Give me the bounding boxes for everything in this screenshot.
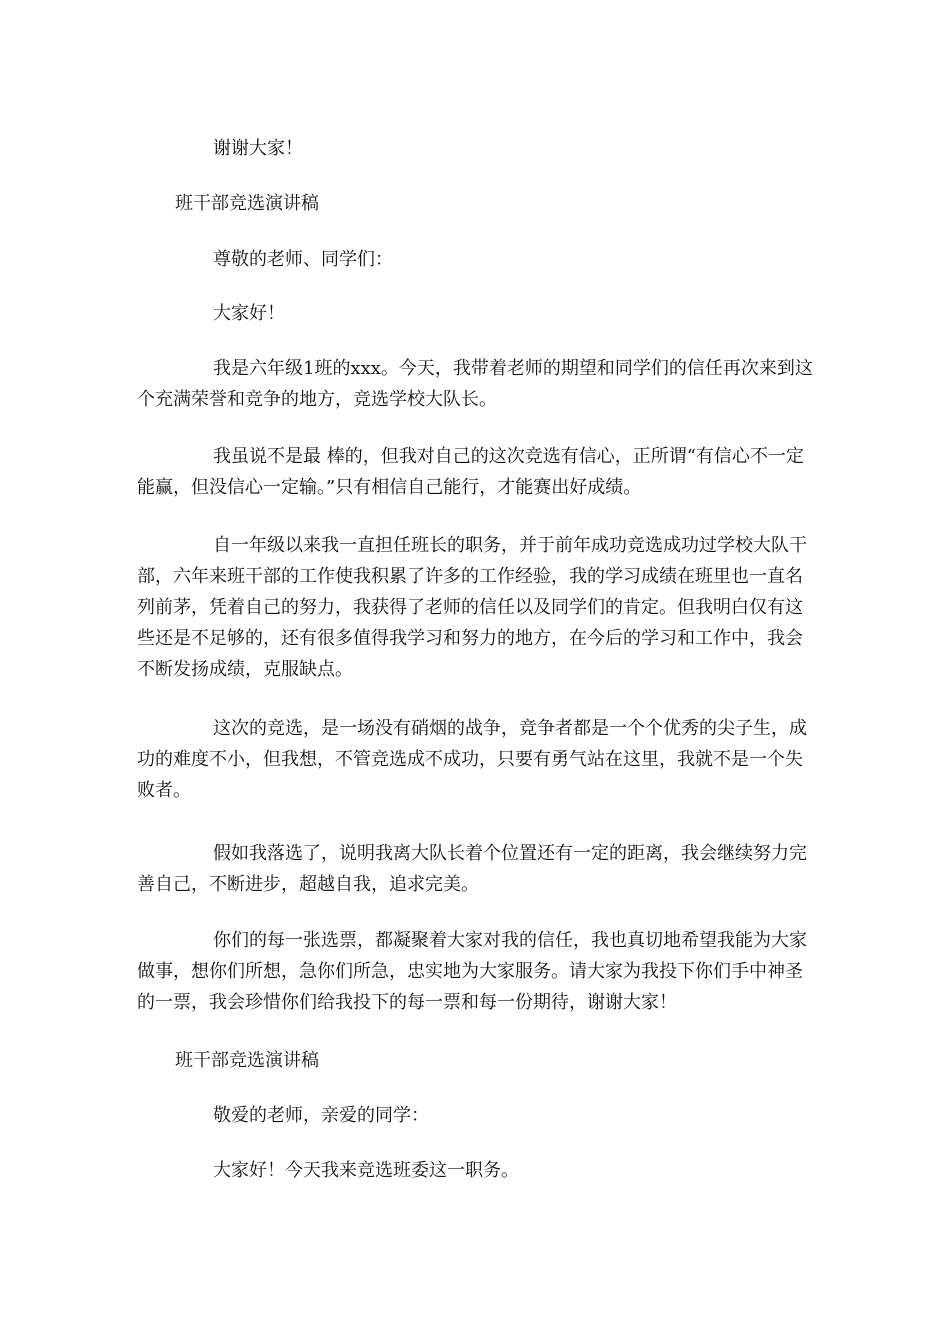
section-title: 班干部竞选演讲稿: [175, 193, 319, 214]
paragraph-vote: 你们的每一张选票，都凝聚着大家对我的信任，我也真切地希望我能为大家做事，想你们所想，急你们所急，忠实地为大家服务。请大家为我投下你们手中神圣的一票，我会珍惜你们给我投下的每一票和每一份期待，谢谢大家！: [137, 930, 807, 1013]
greeting-2: 大家好！今天我来竞选班委这一职务。: [213, 1160, 519, 1181]
section-title-2: 班干部竞选演讲稿: [175, 1050, 319, 1071]
salutation: 尊敬的老师、同学们：: [213, 249, 393, 270]
paragraph-intro: 我是六年级1班的xxx。今天，我带着老师的期望和同学们的信任再次来到这个充满荣誉和竞争的地方，竞选学校大队长。: [137, 358, 813, 410]
paragraph-confidence: 我虽说不是最 棒的，但我对自己的这次竞选有信心，正所谓“有信心不一定能赢，但没信心一定输。”只有相信自己能行，才能赛出好成绩。: [137, 446, 804, 498]
salutation-2: 敬爱的老师，亲爱的同学：: [213, 1105, 429, 1126]
paragraph-experience: 自一年级以来我一直担任班长的职务，并于前年成功竞选成功过学校大队干部，六年来班干部的工作使我积累了许多的工作经验，我的学习成绩在班里也一直名列前茅，凭着自己的努力，我获得了老师的信任以及同学们的肯定。但我明白仅有这些还是不足够的，还有很多值得我学习和努力的地方，在今后的学习和工作中，我会不断发扬成绩，克服缺点。: [137, 535, 807, 680]
paragraph-competition: 这次的竞选，是一场没有硝烟的战争，竞争者都是一个个优秀的尖子生，成功的难度不小，但我想，不管竞选成不成功，只要有勇气站在这里，我就不是一个失败者。: [137, 718, 807, 801]
paragraph-if-lose: 假如我落选了，说明我离大队长着个位置还有一定的距离，我会继续努力完善自己，不断进步，超越自我，追求完美。: [137, 843, 807, 895]
closing-thanks: 谢谢大家！: [213, 138, 303, 159]
greeting: 大家好！: [213, 303, 285, 324]
